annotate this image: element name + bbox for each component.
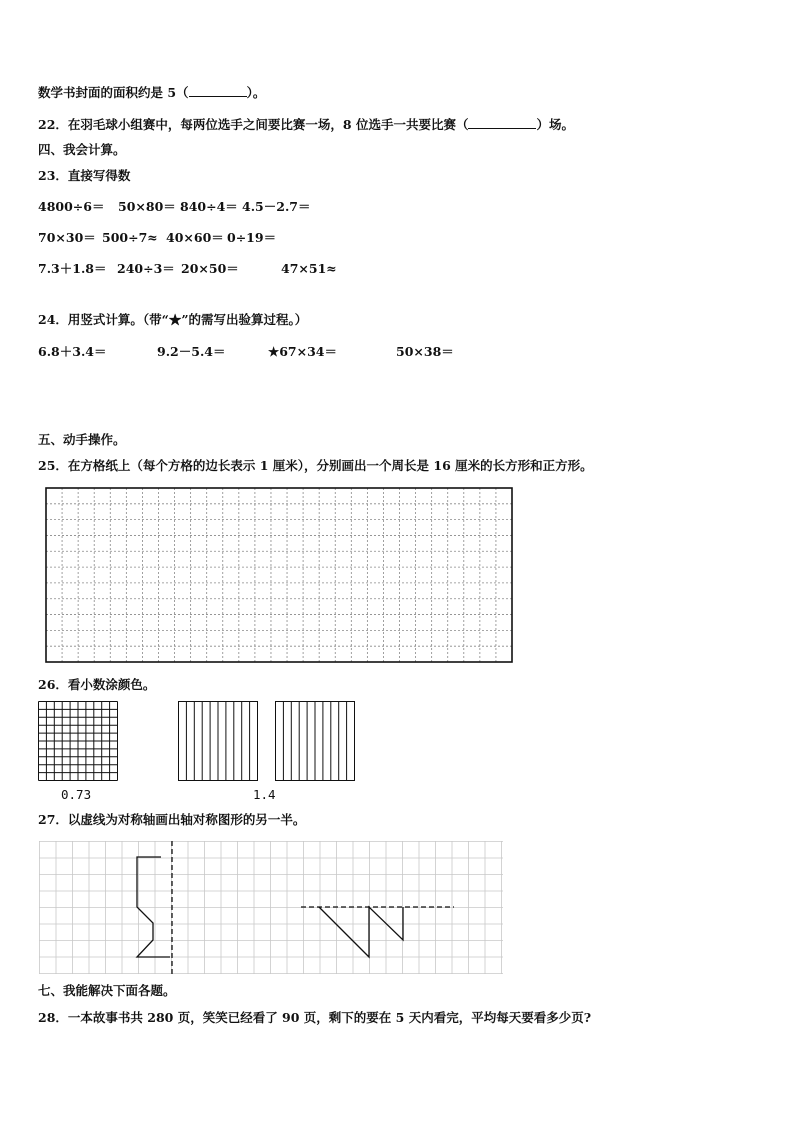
question-26: 26．看小数涂颜色。: [38, 677, 156, 692]
section-5-title: 五、动手操作。: [38, 432, 126, 447]
question-24: 24．用竖式计算。（带“★”的需写出验算过程。）: [38, 312, 308, 327]
expression: 4800÷6＝: [38, 199, 105, 214]
expression: ★67×34＝: [268, 344, 337, 359]
book-area-question: [38, 84, 265, 101]
decimal-label: 1.4: [253, 787, 276, 802]
expression: 500÷7≈: [102, 230, 158, 245]
book-area-text-before: 数学书封面的面积约是 5（: [38, 85, 189, 100]
expression: 47×51≈: [281, 261, 337, 276]
expression: 70×30＝: [38, 230, 96, 245]
book-area-text-after: ）。: [246, 85, 266, 100]
q22-text-after: ）场。: [536, 117, 574, 132]
expression: 4.5－2.7＝: [242, 199, 311, 214]
expression: 7.3＋1.8＝: [38, 261, 107, 276]
expression: 50×38＝: [396, 344, 454, 359]
expression: 9.2－5.4＝: [157, 344, 226, 359]
question-23: 23．直接写得数: [38, 168, 131, 183]
expression: 50×80＝: [118, 199, 176, 214]
symmetry-grid[interactable]: [39, 841, 503, 974]
question-28: 28．一本故事书共 280 页，笑笑已经看了 90 页，剩下的要在 5 天内看完，平均每天要看多少页?: [38, 1010, 592, 1025]
tenths-strip-square[interactable]: [178, 701, 258, 781]
question-25: 25．在方格纸上（每个方格的边长表示 1 厘米），分别画出一个周长是 16 厘米的长方形和正方形。: [38, 458, 593, 473]
expression: 20×50＝: [181, 261, 239, 276]
expression: 240÷3＝: [117, 261, 175, 276]
section-4-title: 四、我会计算。: [38, 142, 126, 157]
expression: 6.8＋3.4＝: [38, 344, 107, 359]
decimal-label: 0.73: [61, 787, 92, 802]
expression: 840÷4＝: [180, 199, 238, 214]
tenths-strip-square[interactable]: [275, 701, 355, 781]
question-22: [38, 116, 574, 133]
hundred-grid-square[interactable]: [38, 701, 118, 781]
answer-blank[interactable]: [189, 84, 247, 97]
question-27: 27．以虚线为对称轴画出轴对称图形的另一半。: [38, 812, 306, 827]
expression: 0÷19＝: [227, 230, 277, 245]
section-7-title: 七、我能解决下面各题。: [38, 983, 176, 998]
square-grid-paper[interactable]: [45, 487, 513, 663]
answer-blank[interactable]: [468, 116, 536, 129]
half-figure-left: [137, 857, 170, 957]
q22-text-before: 22．在羽毛球小组赛中，每两位选手之间要比赛一场，8 位选手一共要比赛（: [38, 117, 469, 132]
expression: 40×60＝: [166, 230, 224, 245]
half-figure-right: [319, 907, 403, 957]
